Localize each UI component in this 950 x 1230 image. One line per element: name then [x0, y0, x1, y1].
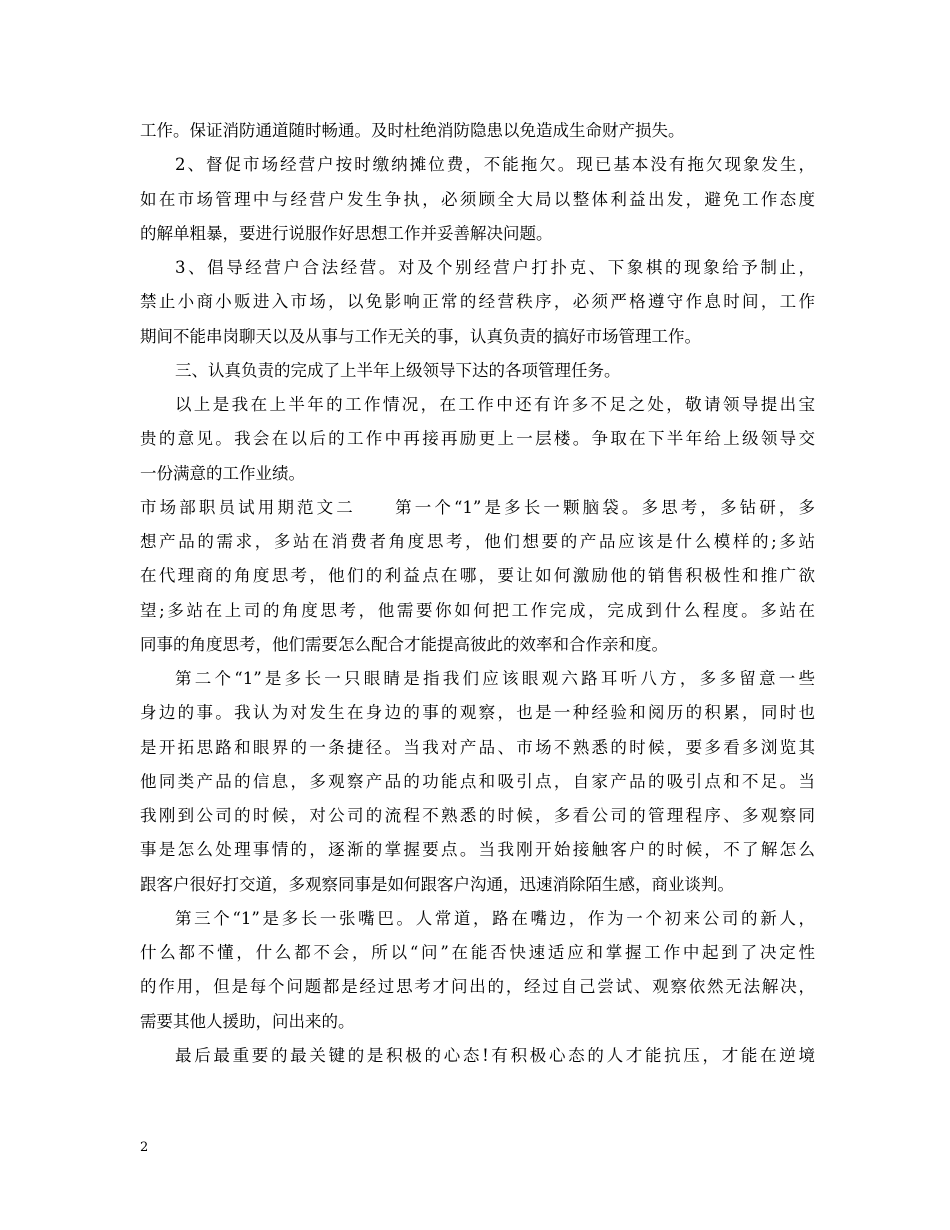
text-line: 如在市场管理中与经营户发生争执，必须顾全大局以整体利益出发，避免工作态度	[140, 189, 815, 209]
text-line: 我刚到公司的时候，对公司的流程不熟悉的时候，多看公司的管理程序、多观察同	[140, 806, 815, 825]
text-line: 是开拓思路和眼界的一条捷径。当我对产品、市场不熟悉的时候，要多看多浏览其	[140, 737, 815, 757]
text-line: 期间不能串岗聊天以及从事与工作无关的事，认真负责的搞好市场管理工作。	[140, 326, 701, 346]
text-line: 事是怎么处理事情的，逐渐的掌握要点。当我刚开始接触客户的时候，不了解怎么	[140, 840, 815, 860]
text-line: 第二个“1”是多长一只眼睛是指我们应该眼观六路耳听八方，多多留意一些	[175, 669, 815, 688]
text-line: 最后最重要的最关键的是积极的心态!有积极心态的人才能抗压，才能在逆境	[175, 1045, 815, 1065]
text-line: 身边的事。我认为对发生在身边的事的观察，也是一种经验和阅历的积累，同时也	[140, 703, 815, 723]
text-line: 望;多站在上司的角度思考，他需要你如何把工作完成，完成到什么程度。多站在	[140, 600, 815, 620]
text-line: 以上是我在上半年的工作情况，在工作中还有许多不足之处，敬请领导提出宝	[175, 395, 815, 414]
text-line: 2、督促市场经营户按时缴纳摊位费，不能拖欠。现已基本没有拖欠现象发生，	[175, 155, 815, 175]
text-line: 的作用，但是每个问题都是经过思考才问出的，经过自己尝试、观察依然无法解决，	[140, 977, 815, 997]
text-line: 同事的角度思考，他们需要怎么配合才能提高彼此的效率和合作亲和度。	[140, 634, 668, 654]
text-line: 市场部职员试用期范文二 第一个“1”是多长一颗脑袋。多思考，多钻研，多	[140, 497, 815, 517]
text-line: 一份满意的工作业绩。	[140, 463, 305, 483]
text-line: 工作。保证消防通道随时畅通。及时杜绝消防隐患以免造成生命财产损失。	[140, 121, 685, 140]
text-line: 什么都不懂，什么都不会，所以“问”在能否快速适应和掌握工作中起到了决定性	[140, 943, 815, 962]
text-line: 贵的意见。我会在以后的工作中再接再励更上一层楼。争取在下半年给上级领导交	[140, 429, 815, 449]
text-line: 想产品的需求，多站在消费者角度思考，他们想要的产品应该是什么模样的;多站	[140, 532, 815, 551]
text-line: 三、认真负责的完成了上半年上级领导下达的各项管理任务。	[175, 360, 621, 380]
text-line: 3、倡导经营户合法经营。对及个别经营户打扑克、下象棋的现象给予制止，	[175, 258, 815, 277]
text-line: 他同类产品的信息，多观察产品的功能点和吸引点，自家产品的吸引点和不足。当	[140, 771, 815, 791]
text-line: 需要其他人援助，问出来的。	[140, 1011, 355, 1031]
document-body	[140, 114, 815, 1073]
text-line: 禁止小商小贩进入市场，以免影响正常的经营秩序，必须严格遵守作息时间，工作	[140, 292, 815, 312]
text-line: 的解单粗暴，要进行说服作好思想工作并妥善解决问题。	[140, 223, 553, 243]
text-line: 跟客户很好打交道，多观察同事是如何跟客户沟通，迅速消除陌生感，商业谈判。	[140, 874, 734, 894]
text-line: 在代理商的角度思考，他们的利益点在哪，要让如何激励他的销售积极性和推广欲	[140, 566, 815, 586]
text-line: 第三个“1”是多长一张嘴巴。人常道，路在嘴边，作为一个初来公司的新人，	[175, 908, 815, 928]
page-number: 2	[140, 1140, 149, 1155]
